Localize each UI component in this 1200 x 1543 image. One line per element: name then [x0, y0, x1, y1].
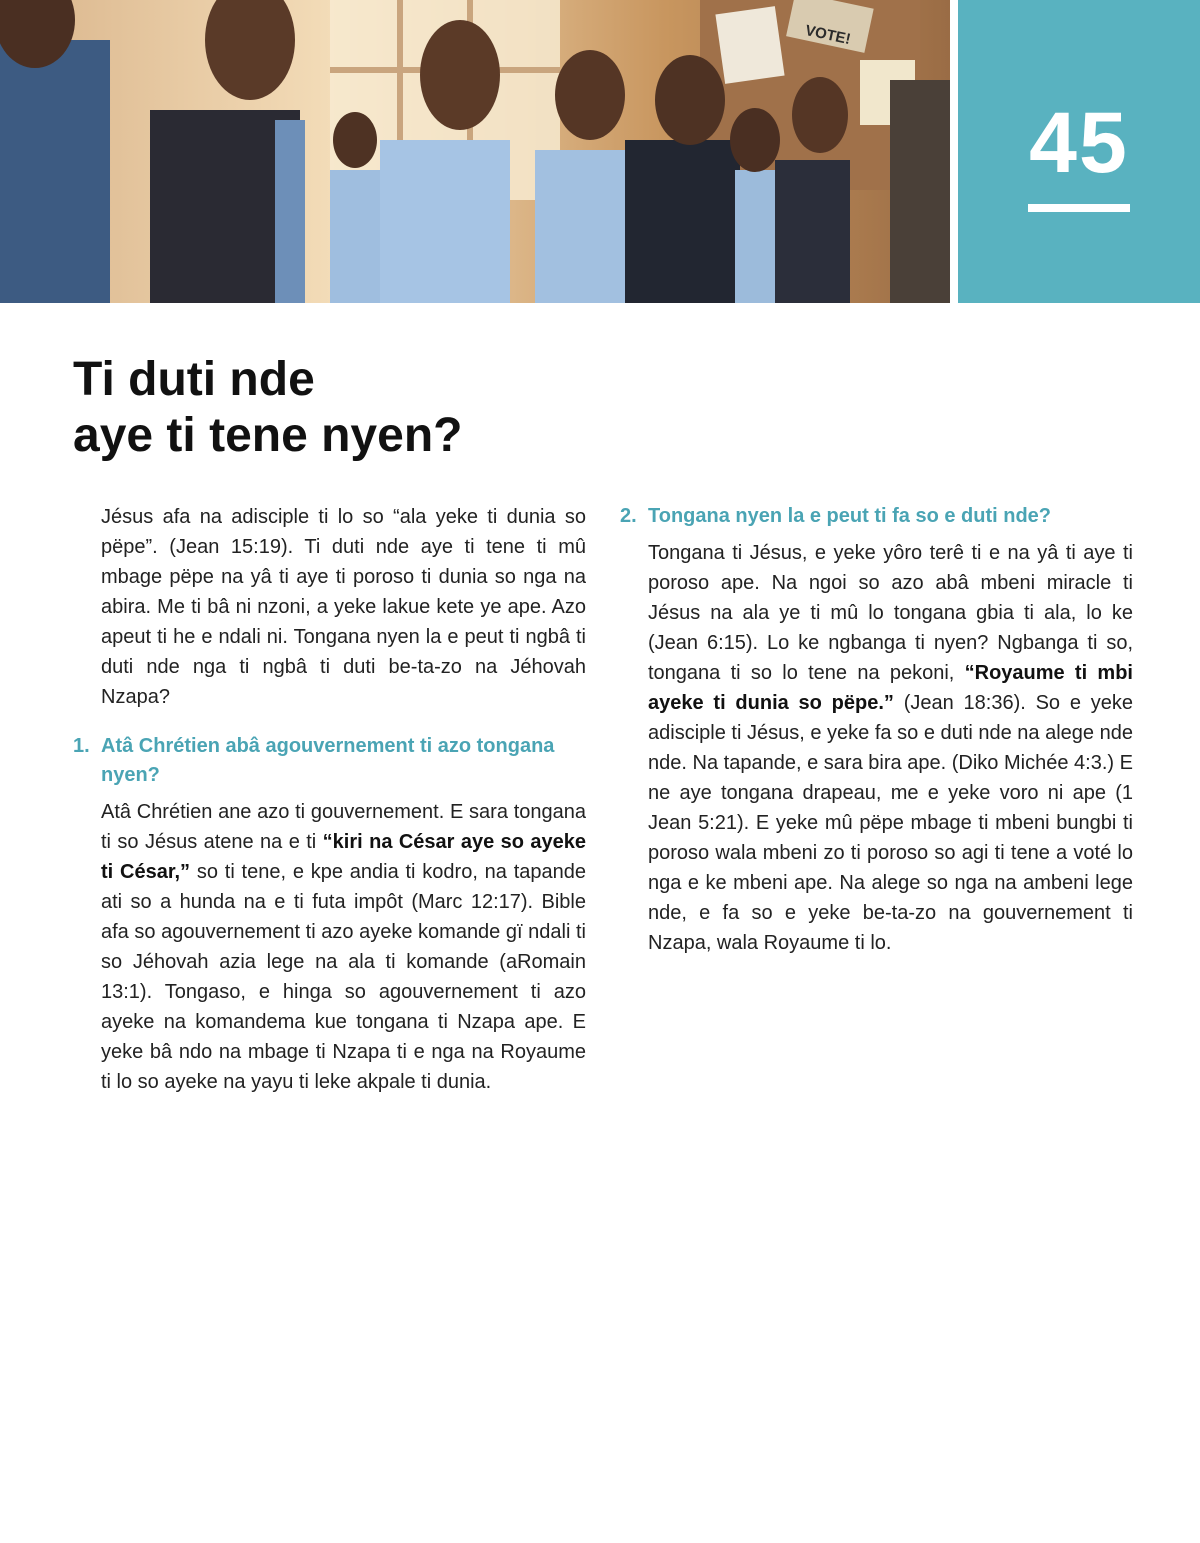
- answer-2-text-a: Tongana ti Jésus, e yeke yôro terê ti e na yâ ti aye ti poroso ape. Na ngoi so azo abâ mbeni miracle ti Jésus na ala ye ti mû lo tongana gbia ti ala, lo ke (Jean 6:15). Lo ke ngbanga ti nyen? Ngbanga ti so, tongana ti so lo tene na pekoni,: [648, 542, 1133, 684]
- intro-paragraph: Jésus afa na adisciple ti lo so “ala yeke ti dunia so pëpe”. (Jean 15:19). Ti duti nde aye ti tene ti mû mbage pëpe na yâ ti aye ti poroso ti dunia so nga na abira. Me ti bâ ni nzoni, a yeke lakue kete ye ape. Azo apeut ti he e ndali ni. Tongana nyen la e peut ti ngbâ ti duti nde nga ti ngbâ ti duti be-ta-zo na Jéhovah Nzapa?: [101, 506, 586, 708]
- answer-2-quote: “Royaume ti mbi ayeke ti dunia so pëpe.”: [648, 662, 1133, 714]
- answer-1-text-a: Atâ Chrétien ane azo ti gouvernement. E sara tongana ti so Jésus atene na e ti: [101, 801, 586, 853]
- question-2-text: Tongana nyen la e peut ti fa so e duti nde?: [648, 505, 1051, 527]
- right-column: [620, 502, 1133, 958]
- answer-2-text-b: (Jean 18:36). So e yeke adisciple ti Jésus, e yeke fa so e duti nde na alege nde nde. Na tapande, e sara bira ape. (Diko Michée 4:3.) E ne aye tongana drapeau, me e yeke voro ni ape (1 Jean 5:21). E yeke mû pëpe mbage ti mbeni bungbi ti poroso wala mbeni zo ti poroso so agi ti tene a voté lo nga e ke mbeni ape. Na alege so nga na ambeni lege nde, e fa so e yeke be-ta-zo na gouvernement ti Nzapa, wala Royaume ti lo.: [648, 692, 1133, 954]
- header-photo: [0, 0, 950, 303]
- lesson-number: 45: [1029, 95, 1129, 191]
- answer-2-paragraph: [620, 538, 1133, 958]
- left-column: [73, 502, 586, 1097]
- page-title: [73, 352, 462, 464]
- answer-1-quote: “kiri na César aye so ayeke ti César,”: [101, 831, 587, 883]
- question-1-number: 1.: [73, 735, 90, 757]
- answer-1-text-b: so ti tene, e kpe andia ti kodro, na tapande ati so a hunda na e ti futa impôt (Marc 12:17). Bible afa so agouvernement ti azo ayeke komande gï ndali ti so Jéhovah azia lege na ala ti komande (aRomain 13:1). Tongaso, e hinga so agouvernement ti azo ayeke na komandema kue tongana ti Nzapa ape. E yeke bâ ndo na mbage ti Nzapa ti e nga na Royaume ti lo so ayeke na yayu ti leke akpale ti dunia.: [101, 861, 586, 1093]
- classroom-illustration: [0, 0, 950, 303]
- lesson-number-badge: [958, 0, 1200, 303]
- question-2-number: 2.: [620, 505, 637, 527]
- title-line-1: Ti duti nde: [73, 353, 315, 406]
- question-1-heading: [73, 732, 586, 790]
- question-2-heading: [620, 502, 1133, 531]
- answer-1-paragraph: [73, 797, 586, 1097]
- title-line-2: aye ti tene nyen?: [73, 409, 463, 462]
- vote-sign: VOTE!: [803, 21, 853, 49]
- question-1-text: Atâ Chrétien abâ agouvernement ti azo tongana nyen?: [101, 735, 555, 786]
- badge-underline: [1028, 204, 1130, 212]
